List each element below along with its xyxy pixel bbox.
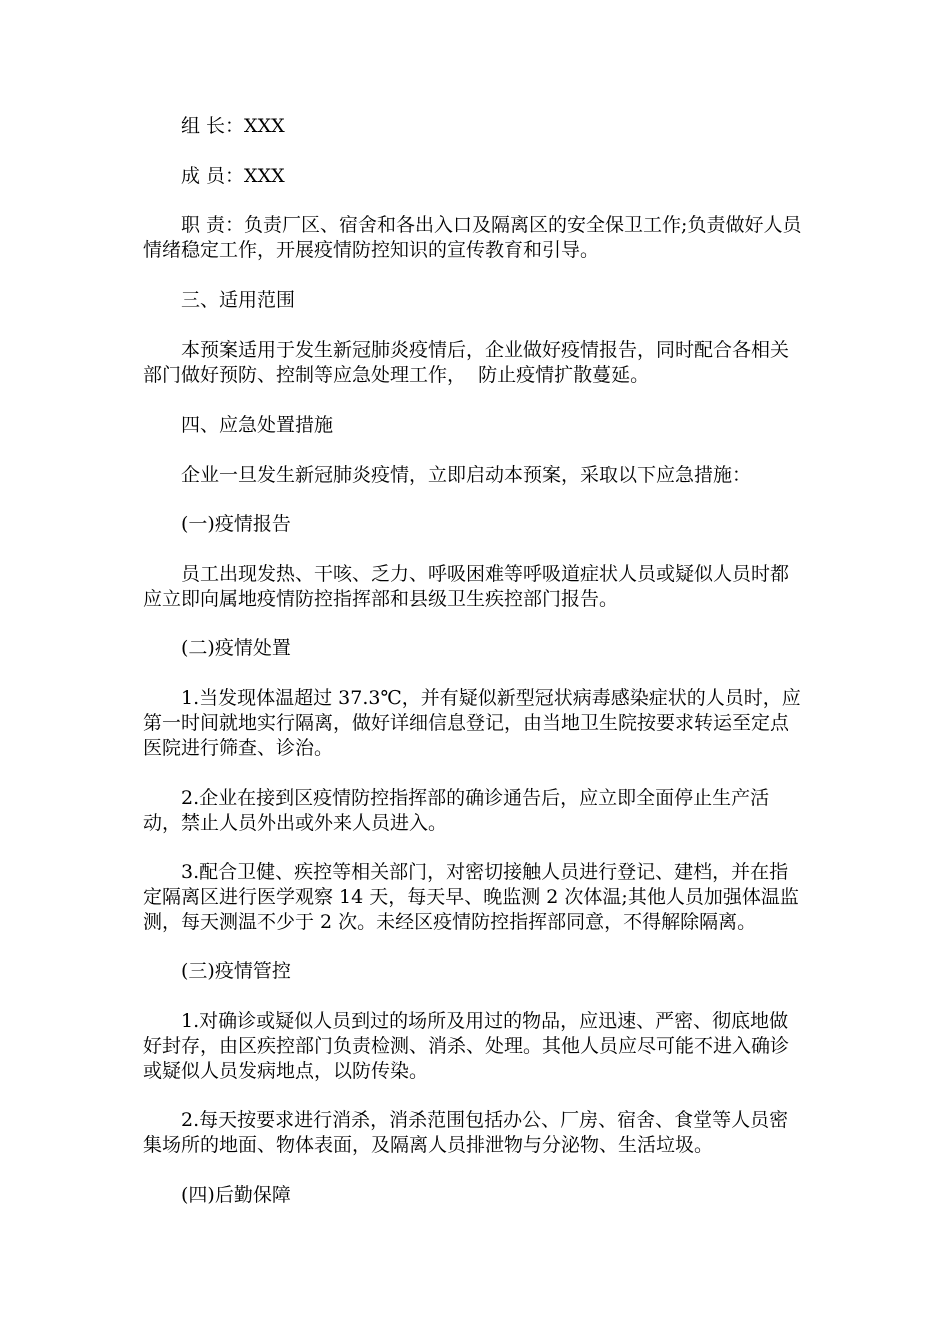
duties-paragraph: 职 责：负责厂区、宿舍和各出入口及隔离区的安全保卫工作;负责做好人员情绪稳定工作，开展疫情防控知识的宣传教育和引导。 [143, 214, 802, 261]
subheading-epidemic-control: (三)疫情管控 [181, 960, 291, 982]
handling-item-3: 3.配合卫健、疾控等相关部门，对密切接触人员进行登记、建档，并在指定隔离区进行医学观察 14 天，每天早、晚监测 2 次体温;其他人员加强体温监测，每天测温不少于 2 次。未经区疫情防控指挥部同意，不得解除隔离。 [143, 861, 799, 933]
report-paragraph: 员工出现发热、干咳、乏力、呼吸困难等呼吸道症状人员或疑似人员时都应立即向属地疫情防控指挥部和县级卫生疾控部门报告。 [143, 563, 790, 610]
members-line: 成 员：XXX [181, 165, 285, 187]
control-item-2: 2.每天按要求进行消杀，消杀范围包括办公、厂房、宿舍、食堂等人员密集场所的地面、物体表面，及隔离人员排泄物与分泌物、生活垃圾。 [143, 1109, 789, 1156]
team-leader-line: 组 长：XXX [181, 115, 285, 137]
scope-paragraph: 本预案适用于发生新冠肺炎疫情后，企业做好疫情报告，同时配合各相关部门做好预防、控制等应急处理工作， 防止疫情扩散蔓延。 [143, 339, 790, 386]
handling-item-1: 1.当发现体温超过 37.3℃，并有疑似新型冠状病毒感染症状的人员时，应第一时间就地实行隔离，做好详细信息登记，由当地卫生院按要求转运至定点医院进行筛查、诊治。 [143, 687, 801, 759]
section-heading-emergency-measures: 四、应急处置措施 [181, 414, 334, 436]
subheading-epidemic-report: (一)疫情报告 [181, 513, 291, 535]
control-item-1: 1.对确诊或疑似人员到过的场所及用过的物品，应迅速、严密、彻底地做好封存，由区疾控部门负责检测、消杀、处理。其他人员应尽可能不进入确诊或疑似人员发病地点，以防传染。 [143, 1010, 790, 1082]
subheading-logistics: (四)后勤保障 [181, 1184, 291, 1206]
subheading-epidemic-handling: (二)疫情处置 [181, 637, 291, 659]
measures-intro-paragraph: 企业一旦发生新冠肺炎疫情，立即启动本预案，采取以下应急措施： [181, 464, 752, 486]
section-heading-scope: 三、适用范围 [181, 289, 296, 311]
handling-item-2: 2.企业在接到区疫情防控指挥部的确诊通告后，应立即全面停止生产活动，禁止人员外出或外来人员进入。 [143, 787, 770, 834]
